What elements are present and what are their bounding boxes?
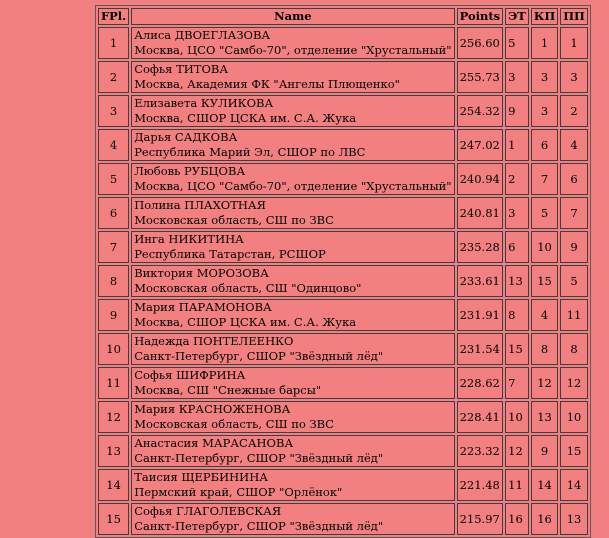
- cell-name: [131, 469, 454, 501]
- table-row: [98, 129, 588, 161]
- cell-place: 6: [98, 197, 129, 229]
- skater-club: Республика Татарстан, РСШОР: [134, 247, 326, 261]
- cell-kp: 8: [531, 333, 558, 365]
- cell-place: 13: [98, 435, 129, 467]
- cell-et: 15: [505, 333, 529, 365]
- cell-place: 1: [98, 27, 129, 59]
- skater-club: Московская область, СШ "Одинцово": [134, 281, 362, 295]
- header-pp: ПП: [560, 8, 588, 25]
- cell-pp: 2: [560, 95, 588, 127]
- header-place: FPl.: [98, 8, 129, 25]
- cell-name: [131, 265, 454, 297]
- cell-place: 4: [98, 129, 129, 161]
- cell-points: 240.81: [457, 197, 504, 229]
- skater-club: Санкт-Петербург, СШОР "Звёздный лёд": [134, 451, 384, 465]
- cell-kp: 7: [531, 163, 558, 195]
- cell-points: 231.54: [457, 333, 504, 365]
- cell-name: [131, 95, 454, 127]
- cell-points: 254.32: [457, 95, 504, 127]
- cell-kp: 14: [531, 469, 558, 501]
- results-body: [98, 27, 588, 535]
- cell-name: [131, 401, 454, 433]
- skater-club: Московская область, СШ по ЗВС: [134, 417, 334, 431]
- cell-pp: 11: [560, 299, 588, 331]
- cell-et: 11: [505, 469, 529, 501]
- cell-kp: 9: [531, 435, 558, 467]
- cell-name: [131, 503, 454, 535]
- cell-et: 5: [505, 27, 529, 59]
- cell-et: 7: [505, 367, 529, 399]
- skater-club: Москва, СШ "Снежные барсы": [134, 383, 322, 397]
- cell-pp: 10: [560, 401, 588, 433]
- cell-et: 8: [505, 299, 529, 331]
- cell-kp: 6: [531, 129, 558, 161]
- cell-et: 10: [505, 401, 529, 433]
- table-row: [98, 163, 588, 195]
- cell-kp: 3: [531, 95, 558, 127]
- cell-name: [131, 129, 454, 161]
- cell-pp: 4: [560, 129, 588, 161]
- cell-name: [131, 435, 454, 467]
- cell-kp: 16: [531, 503, 558, 535]
- cell-pp: 14: [560, 469, 588, 501]
- cell-place: 15: [98, 503, 129, 535]
- cell-points: 228.41: [457, 401, 504, 433]
- table-row: [98, 435, 588, 467]
- cell-name: [131, 197, 454, 229]
- cell-place: 14: [98, 469, 129, 501]
- table-row: [98, 95, 588, 127]
- skater-name: Дарья САДКОВА: [134, 130, 238, 144]
- cell-kp: 1: [531, 27, 558, 59]
- cell-name: [131, 61, 454, 93]
- cell-et: 12: [505, 435, 529, 467]
- skater-name: Любовь РУБЦОВА: [134, 164, 246, 178]
- skater-club: Москва, СШОР ЦСКА им. С.А. Жука: [134, 111, 357, 125]
- cell-points: 215.97: [457, 503, 504, 535]
- skater-name: Виктория МОРОЗОВА: [134, 266, 269, 280]
- table-row: [98, 231, 588, 263]
- skater-name: Софья ТИТОВА: [134, 62, 229, 76]
- cell-et: 2: [505, 163, 529, 195]
- cell-pp: 8: [560, 333, 588, 365]
- cell-points: 247.02: [457, 129, 504, 161]
- table-row: [98, 197, 588, 229]
- cell-pp: 9: [560, 231, 588, 263]
- table-row: [98, 61, 588, 93]
- cell-et: 1: [505, 129, 529, 161]
- skater-name: Елизавета КУЛИКОВА: [134, 96, 274, 110]
- skater-name: Софья ШИФРИНА: [134, 368, 246, 382]
- cell-kp: 13: [531, 401, 558, 433]
- table-row: [98, 401, 588, 433]
- table-row: [98, 367, 588, 399]
- skater-club: Москва, Академия ФК "Ангелы Плющенко": [134, 77, 400, 91]
- skater-name: Надежда ПОНТЕЛЕЕНКО: [134, 334, 294, 348]
- cell-et: 6: [505, 231, 529, 263]
- cell-kp: 3: [531, 61, 558, 93]
- cell-kp: 12: [531, 367, 558, 399]
- cell-kp: 4: [531, 299, 558, 331]
- cell-points: 231.91: [457, 299, 504, 331]
- cell-place: 3: [98, 95, 129, 127]
- cell-name: [131, 163, 454, 195]
- cell-kp: 15: [531, 265, 558, 297]
- skater-name: Алиса ДВОЕГЛАЗОВА: [134, 28, 271, 42]
- cell-name: [131, 333, 454, 365]
- cell-points: 223.32: [457, 435, 504, 467]
- cell-pp: 12: [560, 367, 588, 399]
- cell-place: 7: [98, 231, 129, 263]
- cell-pp: 5: [560, 265, 588, 297]
- skater-name: Мария ПАРАМОНОВА: [134, 300, 272, 314]
- header-row: [98, 8, 588, 25]
- skater-club: Москва, ЦСО "Самбо-70", отделение "Хрустальный": [134, 43, 452, 57]
- skater-club: Республика Марий Эл, СШОР по ЛВС: [134, 145, 366, 159]
- cell-place: 10: [98, 333, 129, 365]
- cell-points: 255.73: [457, 61, 504, 93]
- table-row: [98, 469, 588, 501]
- cell-kp: 10: [531, 231, 558, 263]
- skater-club: Санкт-Петербург, СШОР "Звёздный лёд": [134, 519, 384, 533]
- cell-place: 2: [98, 61, 129, 93]
- cell-pp: 15: [560, 435, 588, 467]
- cell-name: [131, 27, 454, 59]
- cell-pp: 6: [560, 163, 588, 195]
- skater-name: Инга НИКИТИНА: [134, 232, 244, 246]
- results-table: [95, 5, 591, 538]
- table-row: [98, 299, 588, 331]
- cell-points: 235.28: [457, 231, 504, 263]
- skater-club: Пермский край, СШОР "Орлёнок": [134, 485, 343, 499]
- cell-name: [131, 367, 454, 399]
- cell-place: 5: [98, 163, 129, 195]
- cell-points: 221.48: [457, 469, 504, 501]
- cell-place: 8: [98, 265, 129, 297]
- cell-name: [131, 231, 454, 263]
- table-row: [98, 333, 588, 365]
- header-kp: КП: [531, 8, 558, 25]
- skater-club: Санкт-Петербург, СШОР "Звёздный лёд": [134, 349, 384, 363]
- cell-pp: 7: [560, 197, 588, 229]
- header-et: ЭТ: [505, 8, 529, 25]
- cell-place: 12: [98, 401, 129, 433]
- cell-pp: 3: [560, 61, 588, 93]
- skater-name: Полина ПЛАХОТНАЯ: [134, 198, 266, 212]
- cell-points: 233.61: [457, 265, 504, 297]
- cell-name: [131, 299, 454, 331]
- cell-points: 256.60: [457, 27, 504, 59]
- skater-club: Москва, СШОР ЦСКА им. С.А. Жука: [134, 315, 357, 329]
- table-row: [98, 503, 588, 535]
- cell-place: 9: [98, 299, 129, 331]
- skater-club: Московская область, СШ по ЗВС: [134, 213, 334, 227]
- cell-points: 240.94: [457, 163, 504, 195]
- skater-name: Анастасия МАРАСАНОВА: [134, 436, 294, 450]
- cell-pp: 13: [560, 503, 588, 535]
- table-row: [98, 27, 588, 59]
- header-points: Points: [457, 8, 504, 25]
- cell-et: 3: [505, 197, 529, 229]
- skater-club: Москва, ЦСО "Самбо-70", отделение "Хрустальный": [134, 179, 452, 193]
- header-name: Name: [131, 8, 454, 25]
- table-row: [98, 265, 588, 297]
- cell-kp: 5: [531, 197, 558, 229]
- cell-et: 9: [505, 95, 529, 127]
- cell-place: 11: [98, 367, 129, 399]
- cell-et: 16: [505, 503, 529, 535]
- skater-name: Софья ГЛАГОЛЕВСКАЯ: [134, 504, 282, 518]
- skater-name: Таисия ЩЕРБИНИНА: [134, 470, 268, 484]
- skater-name: Мария КРАСНОЖЕНОВА: [134, 402, 291, 416]
- cell-pp: 1: [560, 27, 588, 59]
- cell-points: 228.62: [457, 367, 504, 399]
- cell-et: 13: [505, 265, 529, 297]
- cell-et: 3: [505, 61, 529, 93]
